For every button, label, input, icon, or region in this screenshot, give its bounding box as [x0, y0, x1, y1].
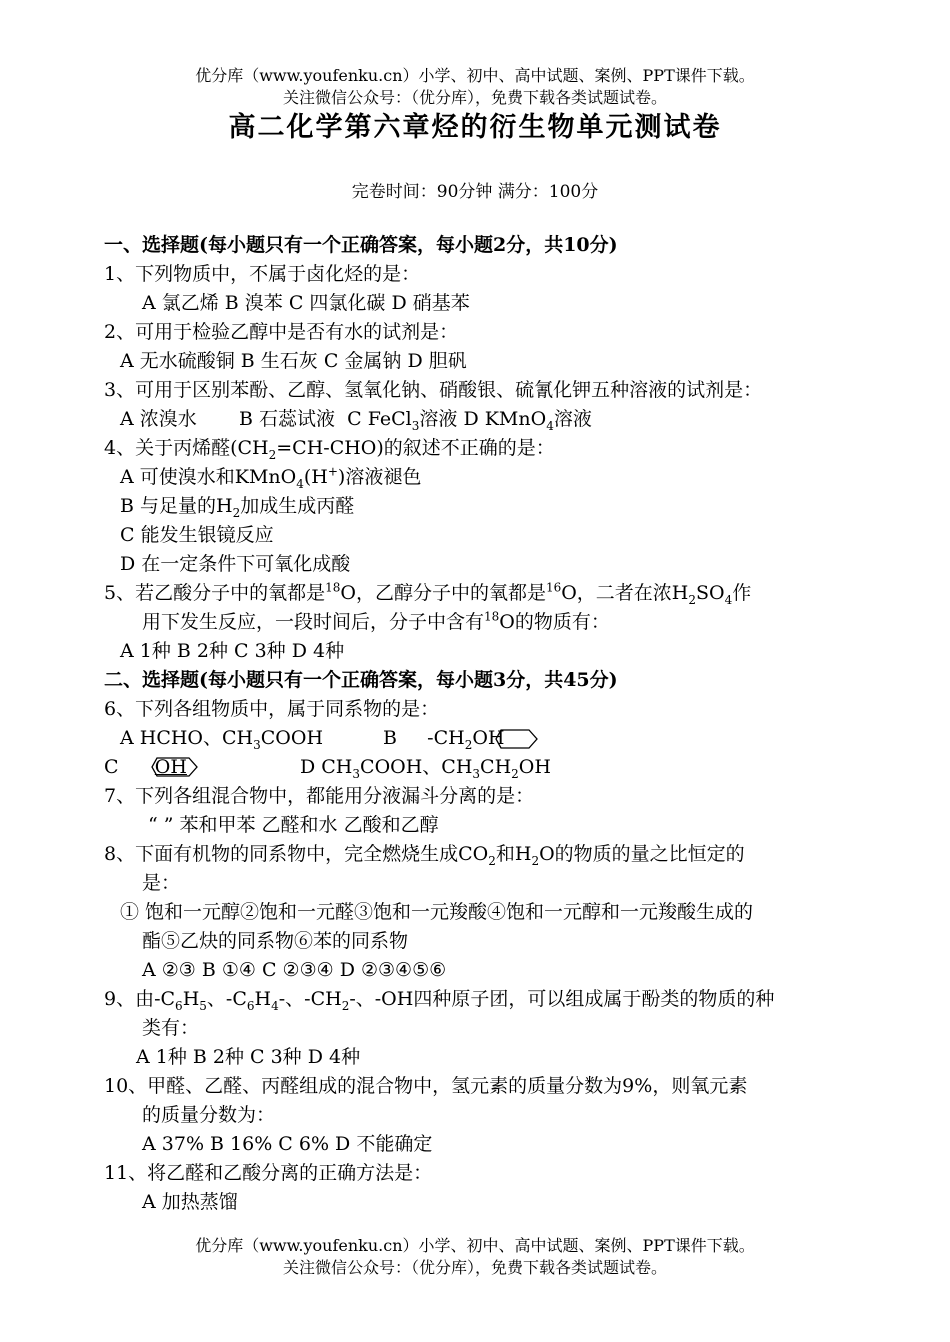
q6-option-c: C OH — [104, 753, 187, 781]
q6-option-a: A HCHO、$CH_3COOH$ — [120, 727, 324, 752]
q7-options: “ ” 苯和甲苯 乙醛和水 乙酸和乙醇 — [148, 814, 439, 836]
q5-options: A 1种 B 2种 C 3种 D 4种 — [120, 640, 345, 662]
q1-stem: 1、下列物质中，不属于卤化烃的是： — [104, 263, 421, 285]
q11-option-a: A 加热蒸馏 — [142, 1191, 238, 1213]
benzene-ring-icon — [495, 728, 539, 750]
q2-options: A 无水硫酸铜 B 生石灰 C 金属钠 D 胆矾 — [120, 350, 467, 372]
q9-stem-line-2: 类有： — [142, 1017, 200, 1039]
q3-option-a: A 浓溴水 — [120, 408, 197, 430]
q3-option-d: D KMnO$_4$溶液 — [463, 408, 592, 433]
q4-option-a: A 可使溴水和KMnO$_4$(H+)溶液褪色 — [120, 464, 422, 491]
q1-options: A 氯乙烯 B 溴苯 C 四氯化碳 D 硝基苯 — [142, 292, 470, 314]
q4-option-b: B 与足量的$H_2$加成生成丙醛 — [120, 495, 355, 520]
page-title: 高二化学第六章烃的衍生物单元测试卷 — [228, 112, 722, 143]
q9-stem-line-1: 9、由$-C_6H_5$、$-C_6H_4-$、$-CH_2-$、-OH四种原子团，可以组成属于酚类的物质的种 — [104, 988, 775, 1013]
q8-items-line-1: ① 饱和一元醇②饱和一元醛③饱和一元羧酸④饱和一元醇和一元羧酸生成的 — [120, 901, 754, 923]
q8-items-line-2: 酯⑤乙炔的同系物⑥苯的同系物 — [142, 930, 409, 952]
q8-stem-line-1: 8、下面有机物的同系物中，完全燃烧生成$CO_2$和$H_2O$的物质的量之比恒定的 — [104, 843, 745, 868]
q8-stem-line-2: 是： — [142, 872, 181, 894]
header-line-2: 关注微信公众号：（优分库），免费下载各类试题试卷。 — [282, 88, 667, 107]
q11-stem: 11、将乙醛和乙酸分离的正确方法是： — [104, 1162, 433, 1184]
q7-stem: 7、下列各组混合物中，都能用分液漏斗分离的是： — [104, 785, 535, 807]
q8-options: A ②③ B ①④ C ②③④ D ②③④⑤⑥ — [142, 959, 447, 981]
q3-options — [120, 405, 592, 433]
q6-stem: 6、下列各组物质中，属于同系物的是： — [104, 698, 440, 720]
q6-option-b: B $-CH_2OH$ — [383, 724, 539, 752]
q5-stem-line-2: 用下发生反应，一段时间后，分子中含有$^{18}$O的物质有： — [142, 609, 610, 633]
footer-line-1: 优分库（www.youfenku.cn）小学、初中、高中试题、案例、PPT课件下载。 — [195, 1236, 755, 1255]
exam-time-score: 完卷时间：90分钟 满分：100分 — [351, 182, 599, 202]
section-1-heading: 一、选择题(每小题只有一个正确答案，每小题2分，共10分) — [104, 234, 618, 256]
q10-options: A 37% B 16% C 6% D 不能确定 — [142, 1133, 433, 1155]
q10-stem-line-2: 的质量分数为： — [142, 1104, 276, 1126]
q3-option-b: B 石蕊试液 — [239, 408, 336, 430]
q4-option-c: C 能发生银镜反应 — [120, 524, 274, 546]
q2-stem: 2、可用于检验乙醇中是否有水的试剂是： — [104, 321, 459, 343]
q4-option-d: D 在一定条件下可氧化成酸 — [120, 553, 351, 575]
header-line-1: 优分库（www.youfenku.cn）小学、初中、高中试题、案例、PPT课件下载。 — [195, 66, 755, 85]
q10-stem-line-1: 10、甲醛、乙醛、丙醛组成的混合物中，氢元素的质量分数为9%，则氧元素 — [104, 1075, 748, 1097]
q3-stem: 3、可用于区别苯酚、乙醇、氢氧化钠、硝酸银、硫氰化钾五种溶液的试剂是： — [104, 379, 763, 401]
q9-options: A 1种 B 2种 C 3种 D 4种 — [136, 1046, 361, 1068]
section-2-heading: 二、选择题(每小题只有一个正确答案，每小题3分，共45分) — [104, 669, 618, 691]
q3-option-c: C FeCl$_3$溶液 — [347, 408, 458, 433]
q5-stem-line-1: 5、若乙酸分子中的氧都是$^{18}$O，乙醇分子中的氧都是$^{16}$O，二者在浓$H_2SO_4$作 — [104, 580, 752, 607]
q4-stem: 4、关于丙烯醛$(CH_2=CH-CHO)$的叙述不正确的是： — [104, 437, 555, 462]
footer-line-2: 关注微信公众号：（优分库），免费下载各类试题试卷。 — [282, 1258, 667, 1277]
q6-option-d: D $CH_3COOH$、$CH_3CH_2OH$ — [300, 756, 551, 781]
